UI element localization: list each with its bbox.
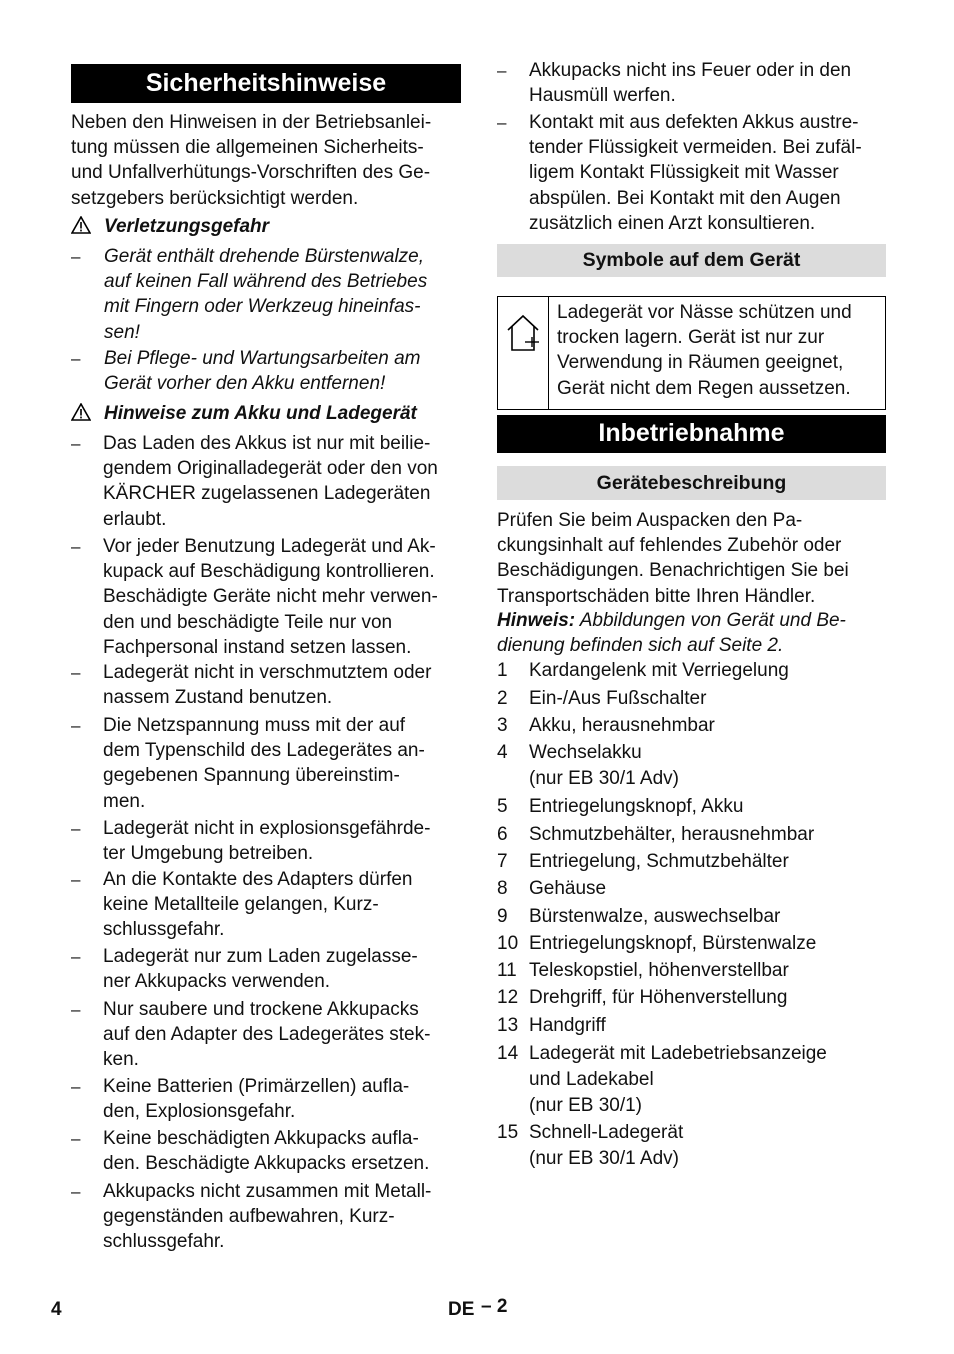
item-label-line: Bürstenwalze, auswechselbar	[529, 906, 781, 927]
list-bullet: –	[71, 537, 81, 556]
text-line: gegebenen Spannung übereinstim-	[103, 765, 400, 787]
item-label-line: Ein-/Aus Fußschalter	[529, 688, 707, 709]
item-number: 9	[497, 906, 508, 927]
text-line: dem Typenschild des Ladegerätes an-	[103, 740, 425, 762]
text-line: Gerät vorher den Akku entfernen!	[104, 373, 386, 395]
list-bullet: –	[71, 947, 81, 966]
item-label-line: Wechselakku	[529, 742, 642, 763]
list-bullet: –	[71, 434, 81, 453]
text-line: Akkupacks nicht ins Feuer oder in den	[529, 60, 852, 81]
item-number: 7	[497, 851, 508, 872]
list-item	[103, 534, 463, 660]
item-label-line: Schmutzbehälter, herausnehmbar	[529, 824, 815, 845]
list-bullet: –	[497, 61, 507, 80]
item-number: 3	[497, 715, 508, 736]
text-line: men.	[103, 790, 146, 812]
list-item	[104, 346, 464, 396]
item-label-line: Kardangelenk mit Verriegelung	[529, 660, 789, 681]
text-line: setzgebers berücksichtigt werden.	[71, 187, 359, 209]
item-number: 5	[497, 796, 508, 817]
text-line: Hausmüll werfen.	[529, 85, 676, 107]
list-bullet: –	[71, 716, 81, 735]
text-line: Akkupacks nicht zusammen mit Metall-	[103, 1181, 432, 1202]
item-label-line: Entriegelungsknopf, Akku	[529, 796, 744, 817]
warning-triangle-icon	[71, 403, 95, 427]
text-line: auf keinen Fall während des Betriebes	[104, 271, 428, 293]
text-line: Gerät nicht dem Regen aussetzen.	[557, 377, 851, 399]
text-line: trocken lagern. Gerät ist nur zur	[557, 327, 825, 349]
list-bullet: –	[71, 1182, 81, 1201]
item-label-line: (nur EB 30/1 Adv)	[529, 768, 679, 789]
item-label-line: Ladegerät mit Ladebetriebsanzeige	[529, 1043, 827, 1064]
item-label	[529, 1040, 827, 1118]
item-label	[529, 739, 679, 792]
text-line: gegenständen aufbewahren, Kurz-	[103, 1206, 395, 1228]
text-line: auf den Adapter des Ladegerätes stek-	[103, 1024, 431, 1046]
text-line: Gerät enthält drehende Bürstenwalze,	[104, 246, 425, 267]
text-line: Beschädigte Geräte nicht mehr verwen-	[103, 586, 438, 608]
text-line: den. Beschädigte Akkupacks ersetzen.	[103, 1153, 430, 1175]
text-line: Beschädigungen. Benachrichtigen Sie bei	[497, 560, 849, 582]
item-number: 1	[497, 660, 508, 681]
list-bullet: –	[497, 113, 507, 132]
text-line: ner Akkupacks verwenden.	[103, 971, 331, 993]
language-code: DE	[448, 1299, 475, 1320]
text-line: Keine beschädigten Akkupacks aufla-	[103, 1128, 419, 1149]
item-number: 8	[497, 878, 508, 899]
item-label-line: Entriegelungsknopf, Bürstenwalze	[529, 933, 817, 954]
list-item	[529, 110, 889, 236]
item-label	[529, 793, 743, 820]
list-item	[103, 1179, 463, 1255]
item-number: 6	[497, 824, 508, 845]
list-bullet: –	[71, 870, 81, 889]
text-line: An die Kontakte des Adapters dürfen	[103, 869, 413, 890]
list-item	[103, 816, 463, 866]
list-item	[529, 58, 889, 108]
safety-intro	[71, 110, 461, 211]
item-label	[529, 903, 780, 930]
list-bullet: –	[71, 1077, 81, 1096]
text-line: Nur saubere und trockene Akkupacks	[103, 999, 419, 1020]
item-label-line: und Ladekabel	[529, 1069, 654, 1090]
text-line: ken.	[103, 1049, 139, 1071]
list-item	[104, 244, 464, 345]
text-line: kupack auf Beschädigung kontrollieren.	[103, 561, 435, 583]
item-label-line: Handgriff	[529, 1015, 606, 1036]
text-line: erlaubt.	[103, 508, 167, 530]
item-number: 15	[497, 1122, 519, 1143]
symbol-cell	[498, 297, 549, 409]
list-item	[103, 431, 463, 532]
text-line: gendem Originalladegerät oder den von	[103, 458, 438, 480]
text-line: den, Explosionsgefahr.	[103, 1101, 296, 1123]
item-label	[529, 712, 715, 739]
section-heading-safety: Sicherheitshinweise	[71, 64, 461, 103]
text-line: Die Netzspannung muss mit der auf	[103, 715, 406, 736]
list-item	[103, 997, 463, 1073]
text-line: Ladegerät nicht in verschmutztem oder	[103, 662, 432, 683]
text-line: tender Flüssigkeit vermeiden. Bei zufäl-	[529, 137, 862, 159]
warning-triangle-icon	[71, 216, 95, 240]
list-bullet: –	[71, 1000, 81, 1019]
item-number: 14	[497, 1043, 519, 1064]
text-line: schlussgefahr.	[103, 919, 225, 941]
item-label	[529, 685, 706, 712]
section-heading-symbols: Symbole auf dem Gerät	[497, 244, 886, 277]
item-number: 10	[497, 933, 519, 954]
list-item	[103, 713, 463, 814]
list-item	[103, 1074, 463, 1124]
text-line: KÄRCHER zugelassenen Ladegeräten	[103, 483, 431, 505]
text-line: abspülen. Bei Kontakt mit den Augen	[529, 187, 841, 209]
item-label-line: (nur EB 30/1 Adv)	[529, 1148, 679, 1169]
text-line: mit Fingern oder Werkzeug hineinfas-	[104, 296, 421, 318]
note-line	[497, 608, 886, 633]
item-label-line: Akku, herausnehmbar	[529, 715, 715, 736]
text-line: sen!	[104, 321, 140, 343]
text-line: Fachpersonal instand setzen lassen.	[103, 636, 412, 658]
text-line: Verwendung in Räumen geeignet,	[557, 352, 844, 374]
list-item	[103, 867, 463, 943]
item-label	[529, 821, 814, 848]
item-label-line: Teleskopstiel, höhenverstellbar	[529, 960, 789, 981]
symbol-description	[557, 300, 882, 401]
item-number: 12	[497, 987, 519, 1008]
item-label	[529, 848, 789, 875]
item-label-line: (nur EB 30/1)	[529, 1094, 642, 1116]
list-bullet: –	[71, 247, 81, 266]
list-item	[103, 660, 463, 710]
item-label	[529, 1119, 683, 1172]
warning-battery-title: Hinweise zum Akku und Ladegerät	[71, 403, 417, 427]
list-bullet: –	[71, 1129, 81, 1148]
item-number: 4	[497, 742, 508, 763]
list-bullet: –	[71, 819, 81, 838]
note-label: Hinweis:	[497, 610, 576, 631]
item-label-line: Gehäuse	[529, 878, 607, 899]
section-heading-startup: Inbetriebnahme	[497, 415, 886, 453]
text-line: Keine Batterien (Primärzellen) aufla-	[103, 1076, 410, 1097]
page-number-left: 4	[51, 1299, 62, 1320]
warning-injury-title: Verletzungsgefahr	[71, 216, 269, 240]
item-label-line: Drehgriff, für Höhenverstellung	[529, 987, 788, 1008]
page-number-right: – 2	[481, 1296, 508, 1317]
list-bullet: –	[71, 663, 81, 682]
text-line: Kontakt mit aus defekten Akkus austre-	[529, 112, 859, 133]
text-line: nassem Zustand benutzen.	[103, 687, 333, 709]
section-heading-device-description: Gerätebeschreibung	[497, 466, 886, 500]
item-number: 13	[497, 1015, 519, 1036]
item-label	[529, 984, 787, 1011]
house-indoor-use-icon	[505, 312, 541, 357]
text-line: Vor jeder Benutzung Ladegerät und Ak-	[103, 536, 436, 557]
text-line: und Unfallverhütungs-Vorschriften des Ge-	[71, 162, 431, 184]
text-line: Ladegerät nicht in explosionsgefährde-	[103, 818, 431, 839]
item-label	[529, 657, 789, 684]
text-line: Das Laden des Akkus ist nur mit beilie-	[103, 433, 431, 454]
text-line: Transportschäden bitte Ihren Händler.	[497, 585, 816, 607]
text-line: keine Metallteile gelangen, Kurz-	[103, 894, 379, 916]
text-line: ligem Kontakt Flüssigkeit mit Wasser	[529, 162, 839, 184]
list-item	[103, 1126, 463, 1176]
item-label	[529, 930, 816, 957]
text-line: Ladegerät vor Nässe schützen und	[557, 302, 852, 323]
text-line: Prüfen Sie beim Auspacken den Pa-	[497, 510, 803, 531]
text-line: schlussgefahr.	[103, 1231, 225, 1253]
item-label	[529, 957, 789, 984]
item-number: 11	[497, 960, 517, 981]
item-label-line: Schnell-Ladegerät	[529, 1122, 684, 1143]
text-line: tung müssen die allgemeinen Sicherheits-	[71, 137, 424, 159]
text-line: den und beschädigte Teile nur von	[103, 611, 393, 633]
text-line: Ladegerät nur zum Laden zugelasse-	[103, 946, 418, 967]
item-number: 2	[497, 688, 508, 709]
text-line: ckungsinhalt auf fehlendes Zubehör oder	[497, 535, 842, 557]
list-item	[103, 944, 463, 994]
item-label-line: Entriegelung, Schmutzbehälter	[529, 851, 789, 872]
text-line: Bei Pflege- und Wartungsarbeiten am	[104, 348, 421, 369]
symbol-table	[497, 296, 886, 410]
note-text	[497, 608, 886, 658]
text-line: Neben den Hinweisen in der Betriebsanlei-	[71, 112, 432, 133]
list-bullet: –	[71, 349, 81, 368]
item-label	[529, 875, 606, 902]
note-text-line: dienung befinden sich auf Seite 2.	[497, 635, 784, 657]
device-description-text	[497, 508, 886, 609]
item-label	[529, 1012, 606, 1039]
text-line: ter Umgebung betreiben.	[103, 843, 314, 865]
text-line: zusätzlich einen Arzt konsultieren.	[529, 212, 816, 234]
note-text-line: Abbildungen von Gerät und Be-	[575, 610, 846, 631]
